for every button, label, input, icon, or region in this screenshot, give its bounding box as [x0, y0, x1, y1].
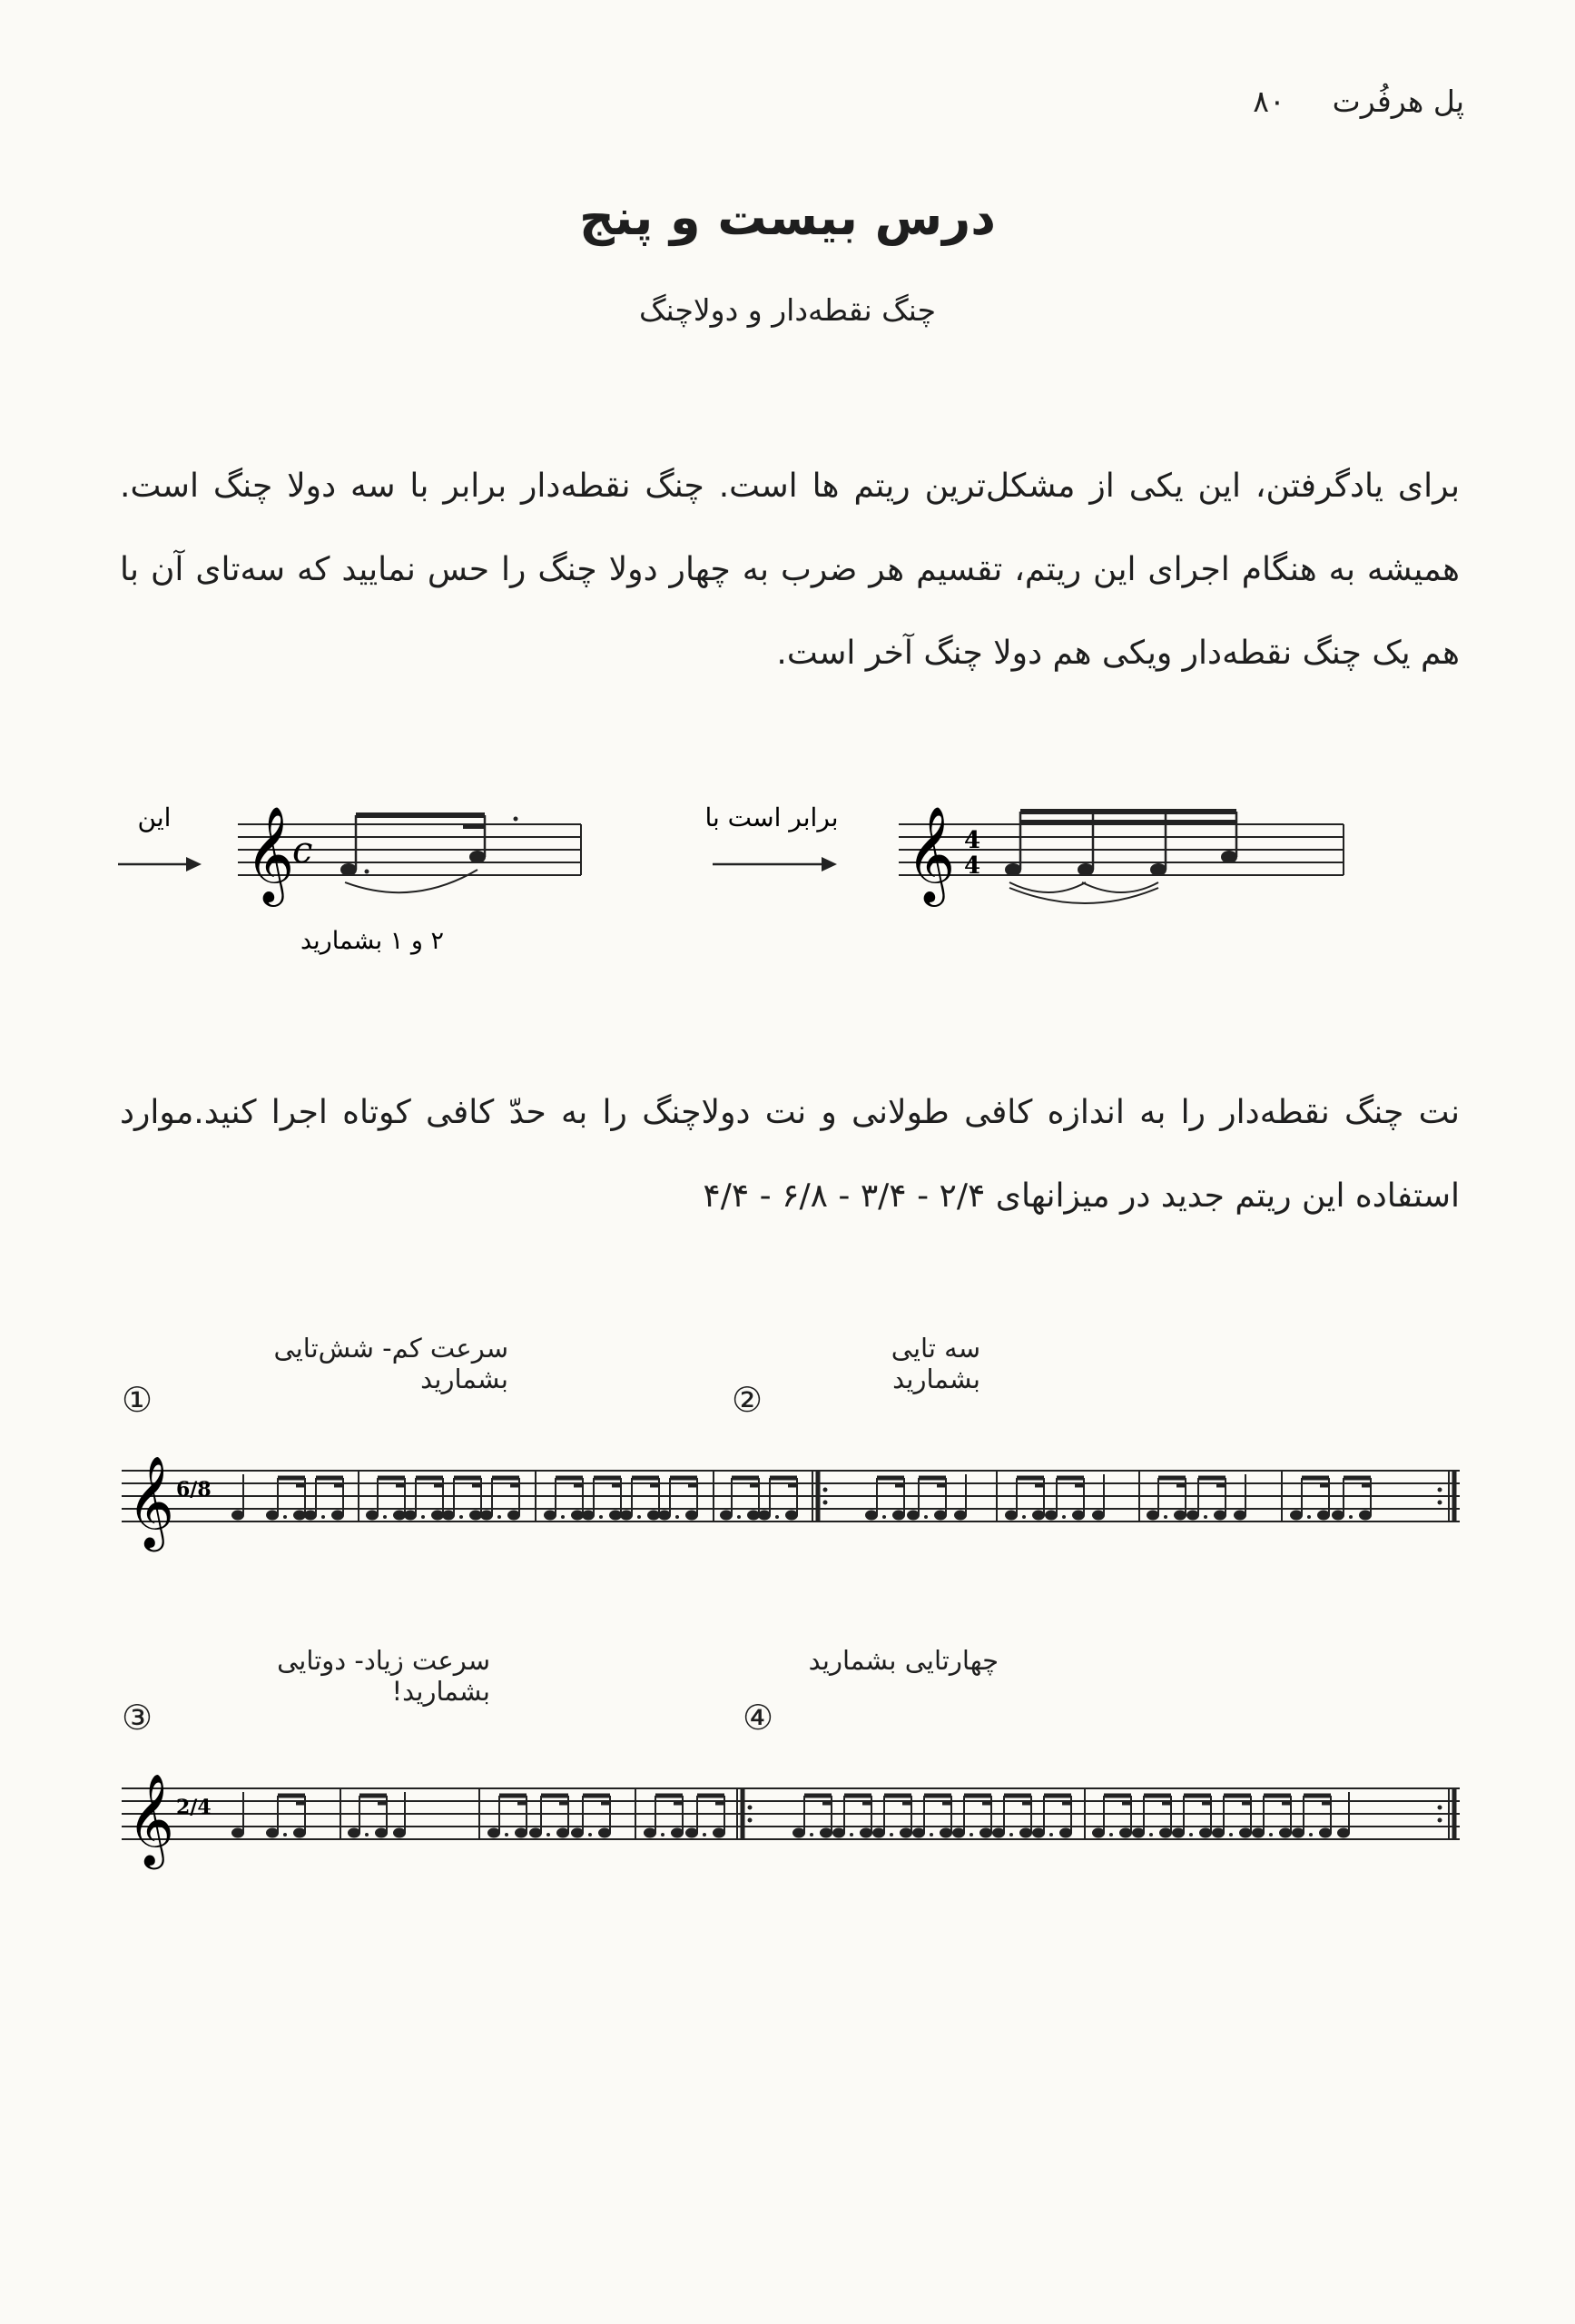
page-number: ۸۰: [1253, 84, 1285, 119]
staff-row-2: [0, 1770, 1575, 1897]
treble-clef-icon: 𝄞: [245, 805, 295, 902]
lesson-subtitle: چنگ نقطه‌دار و دولاچنگ: [638, 292, 937, 328]
left-arrow-head: [186, 857, 202, 872]
exercise-2-instruction: سه تایی بشمارید: [891, 1333, 980, 1394]
treble-clef-icon-2: 𝄞: [906, 805, 956, 902]
rhythm-comparison-figure: [0, 781, 1575, 980]
page-header: [1253, 84, 1464, 119]
usage-paragraph: نت چنگ نقطه‌دار را به اندازه کافی طولانی و نت دولاچنگ را به حدّ کافی کوتاه اجرا کنید.موارد استفاده این ریتم جدید در میزانهای ۲/۴ - ۳/۴ - ۶/۸ - ۴/۴: [120, 1094, 1460, 1215]
intro-paragraph: برای یادگرفتن، این یکی از مشکل‌ترین ریتم ها است. چنگ نقطه‌دار برابر با سه دولا چنگ است. همیشه به هنگام اجرای این ریتم، تقسیم هر ضرب به چهار دولا چنگ را حس نمایید که سه‌تای آن با هم یک چنگ نقطه‌دار ویکی هم دولا چنگ آخر است.: [120, 468, 1460, 672]
equals-label: برابر است با: [704, 803, 839, 832]
staff-row-1: [0, 1452, 1575, 1580]
lesson-title: درس بیست و پنج: [579, 189, 996, 246]
right-arrow-head: [822, 857, 837, 872]
exercise-4-number: ④: [743, 1698, 774, 1738]
treble-clef-icon-3: 𝄞: [127, 1454, 175, 1548]
time-sig-bottom: 4: [964, 852, 981, 880]
exercise-1-instruction: سرعت کم- شش‌تایی بشمارید: [273, 1333, 508, 1394]
ex3-timesig: 2/4: [176, 1796, 212, 1819]
exercise-3-number: ③: [122, 1698, 153, 1738]
book-title: پل هرفُرت: [1332, 84, 1464, 119]
exercise-2-number: ②: [732, 1380, 763, 1420]
ex1-timesig: 6/8: [176, 1478, 212, 1502]
dotted-eighth-sixteen-group: [340, 815, 518, 892]
four-sixteenths-group: [1005, 812, 1237, 903]
exercise-3-instruction: سرعت زیاد- دوتایی بشمارید!: [277, 1645, 490, 1707]
common-time-icon: c: [292, 830, 313, 872]
exercise-4-instruction: چهارتایی بشمارید: [808, 1645, 999, 1676]
treble-clef-icon-4: 𝄞: [127, 1772, 175, 1866]
exercise-1-number: ①: [122, 1380, 153, 1420]
this-label: این: [137, 803, 172, 832]
count-label: ۲ و ۱ بشمارید: [300, 927, 444, 955]
time-sig-top: 4: [964, 827, 981, 854]
